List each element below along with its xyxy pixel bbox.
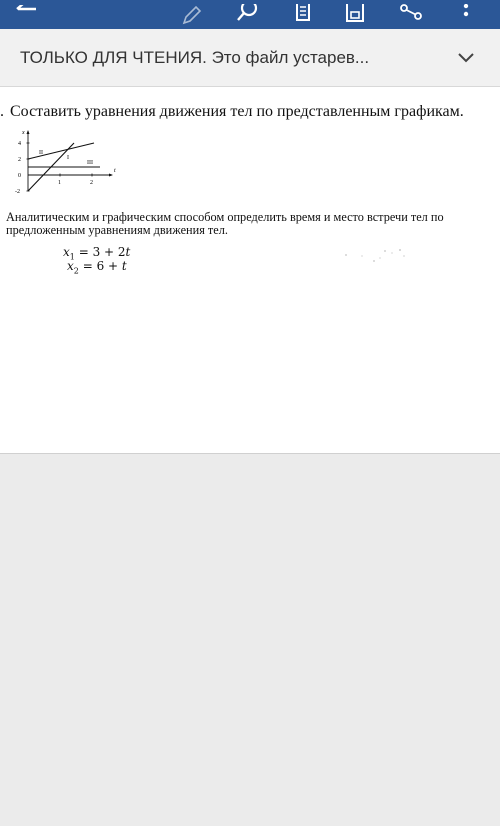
banner-text: ТОЛЬКО ДЛЯ ЧТЕНИЯ. Это файл устарев... [20,48,370,67]
document-icon[interactable] [289,0,317,29]
x-axis-label: t [114,168,116,174]
y-tick-2: 2 [18,157,21,163]
line-label-III: III [87,160,93,166]
motion-graph [8,129,138,195]
top-app-bar [0,0,500,29]
y-axis-arrow [27,130,30,134]
share-icon[interactable] [396,0,426,29]
x-tick-2: 2 [90,180,93,186]
chevron-down-icon[interactable] [456,49,476,67]
scan-specks [340,247,410,267]
more-vertical-icon[interactable] [456,0,476,29]
read-only-banner[interactable] [0,29,500,87]
y-tick-minus-2: -2 [15,189,20,195]
save-icon[interactable] [340,0,370,29]
equation-1: $x_1 = 3 + 2t$ [63,245,131,262]
task-2-text: Аналитическим и графическим способом определить время и место встречи тел по предложенным уравнениям движения тел. [6,210,444,237]
task-1-title [0,103,464,121]
y-tick-0: 0 [18,173,21,179]
document-page [0,87,500,454]
x-axis-arrow [109,174,113,177]
equation-2: $x_2 = 6 + t$ [67,259,127,276]
task-number: . [0,103,4,120]
pencil-icon[interactable] [176,0,206,29]
y-tick-4: 4 [18,141,21,147]
line-label-II: II [39,150,43,156]
y-axis-label: x [22,130,25,136]
back-arrow-icon[interactable] [8,0,42,29]
task-1-text: Составить уравнения движения тел по представленным графикам. [10,103,464,120]
x-tick-1: 1 [58,180,61,186]
line-label-I: I [67,155,69,161]
search-icon[interactable] [232,0,262,29]
